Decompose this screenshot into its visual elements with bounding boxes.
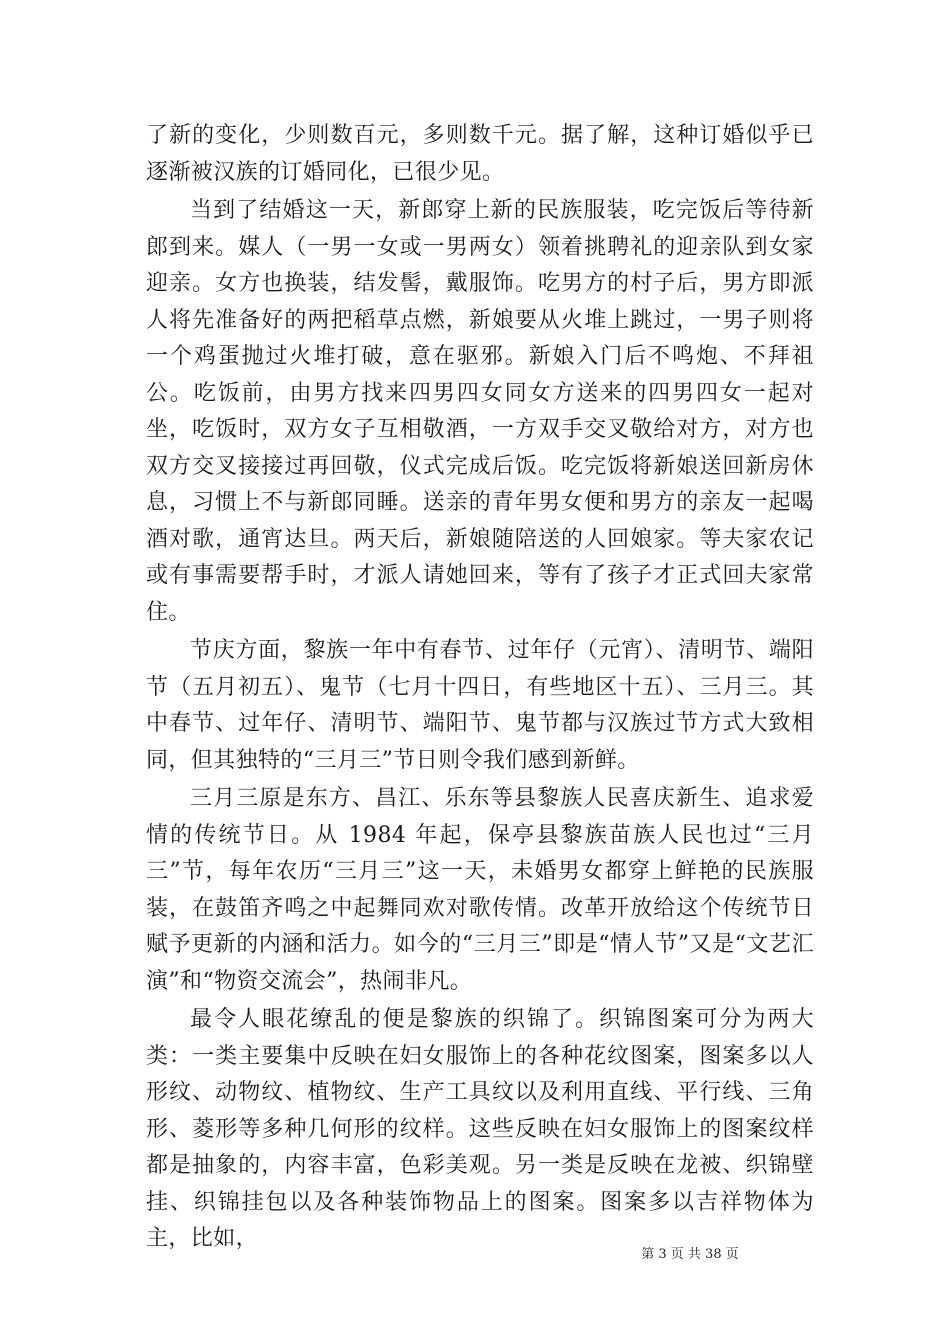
paragraph-brocade: 最令人眼花缭乱的便是黎族的织锦了。织锦图案可分为两大类：一类主要集中反映在妇女服饰上的各种花纹图案，图案多以人形纹、动物纹、植物纹、生产工具纹以及利用直线、平行线、三角形、菱形等多种几何形的纹样。这些反映在妇女服饰上的图案纹样都是抽象的，内容丰富，色彩美观。另一类是反映在龙被、织锦壁挂、织锦挂包以及各种装饰物品上的图案。图案多以吉祥物体为主，比如，	[146, 1007, 814, 1251]
document-body	[146, 118, 814, 1258]
page-number: 第 3 页 共 38 页	[641, 1247, 739, 1262]
paragraph-festivals: 节庆方面，黎族一年中有春节、过年仔（元宵）、清明节、端阳节（五月初五）、鬼节（七月十四日，有些地区十五）、三月三。其中春节、过年仔、清明节、端阳节、鬼节都与汉族过节方式大致相同，但其独特的“三月三”节日则令我们感到新鲜。	[146, 638, 814, 773]
paragraph-wedding: 当到了结婚这一天，新郎穿上新的民族服装，吃完饭后等待新郎到来。媒人（一男一女或一男两女）领着挑聘礼的迎亲队到女家迎亲。女方也换装，结发髻，戴服饰。吃男方的村子后，男方即派人将先准备好的两把稻草点燃，新娘要从火堆上跳过，一男子则将一个鸡蛋抛过火堆打破，意在驱邪。新娘入门后不鸣炮、不拜祖公。吃饭前，由男方找来四男四女同女方送来的四男四女一起对坐，吃饭时，双方女子互相敬酒，一方双手交叉敬给对方，对方也双方交叉接接过再回敬，仪式完成后饭。吃完饭将新娘送回新房休息，习惯上不与新郎同睡。送亲的青年男女便和男方的亲友一起喝酒对歌，通宵达旦。两天后，新娘随陪送的人回娘家。等夫家农记或有事需要帮手时，才派人请她回来，等有了孩子才正式回夫家常住。	[146, 198, 814, 625]
paragraph-march-third: 三月三原是东方、昌江、乐东等县黎族人民喜庆新生、追求爱情的传统节日。从 1984 年起，保亭县黎族苗族人民也过“三月三”节，每年农历“三月三”这一天，未婚男女都穿上鲜艳的民族服装，在鼓笛齐鸣之中起舞同欢对歌传情。改革开放给这个传统节日赋予更新的内涵和活力。如今的“三月三”即是“情人节”又是“文艺汇演”和“物资交流会”，热闹非凡。	[146, 786, 814, 994]
paragraph-continuation: 了新的变化，少则数百元，多则数千元。据了解，这种订婚似乎已逐渐被汉族的订婚同化，已很少见。	[146, 123, 814, 185]
